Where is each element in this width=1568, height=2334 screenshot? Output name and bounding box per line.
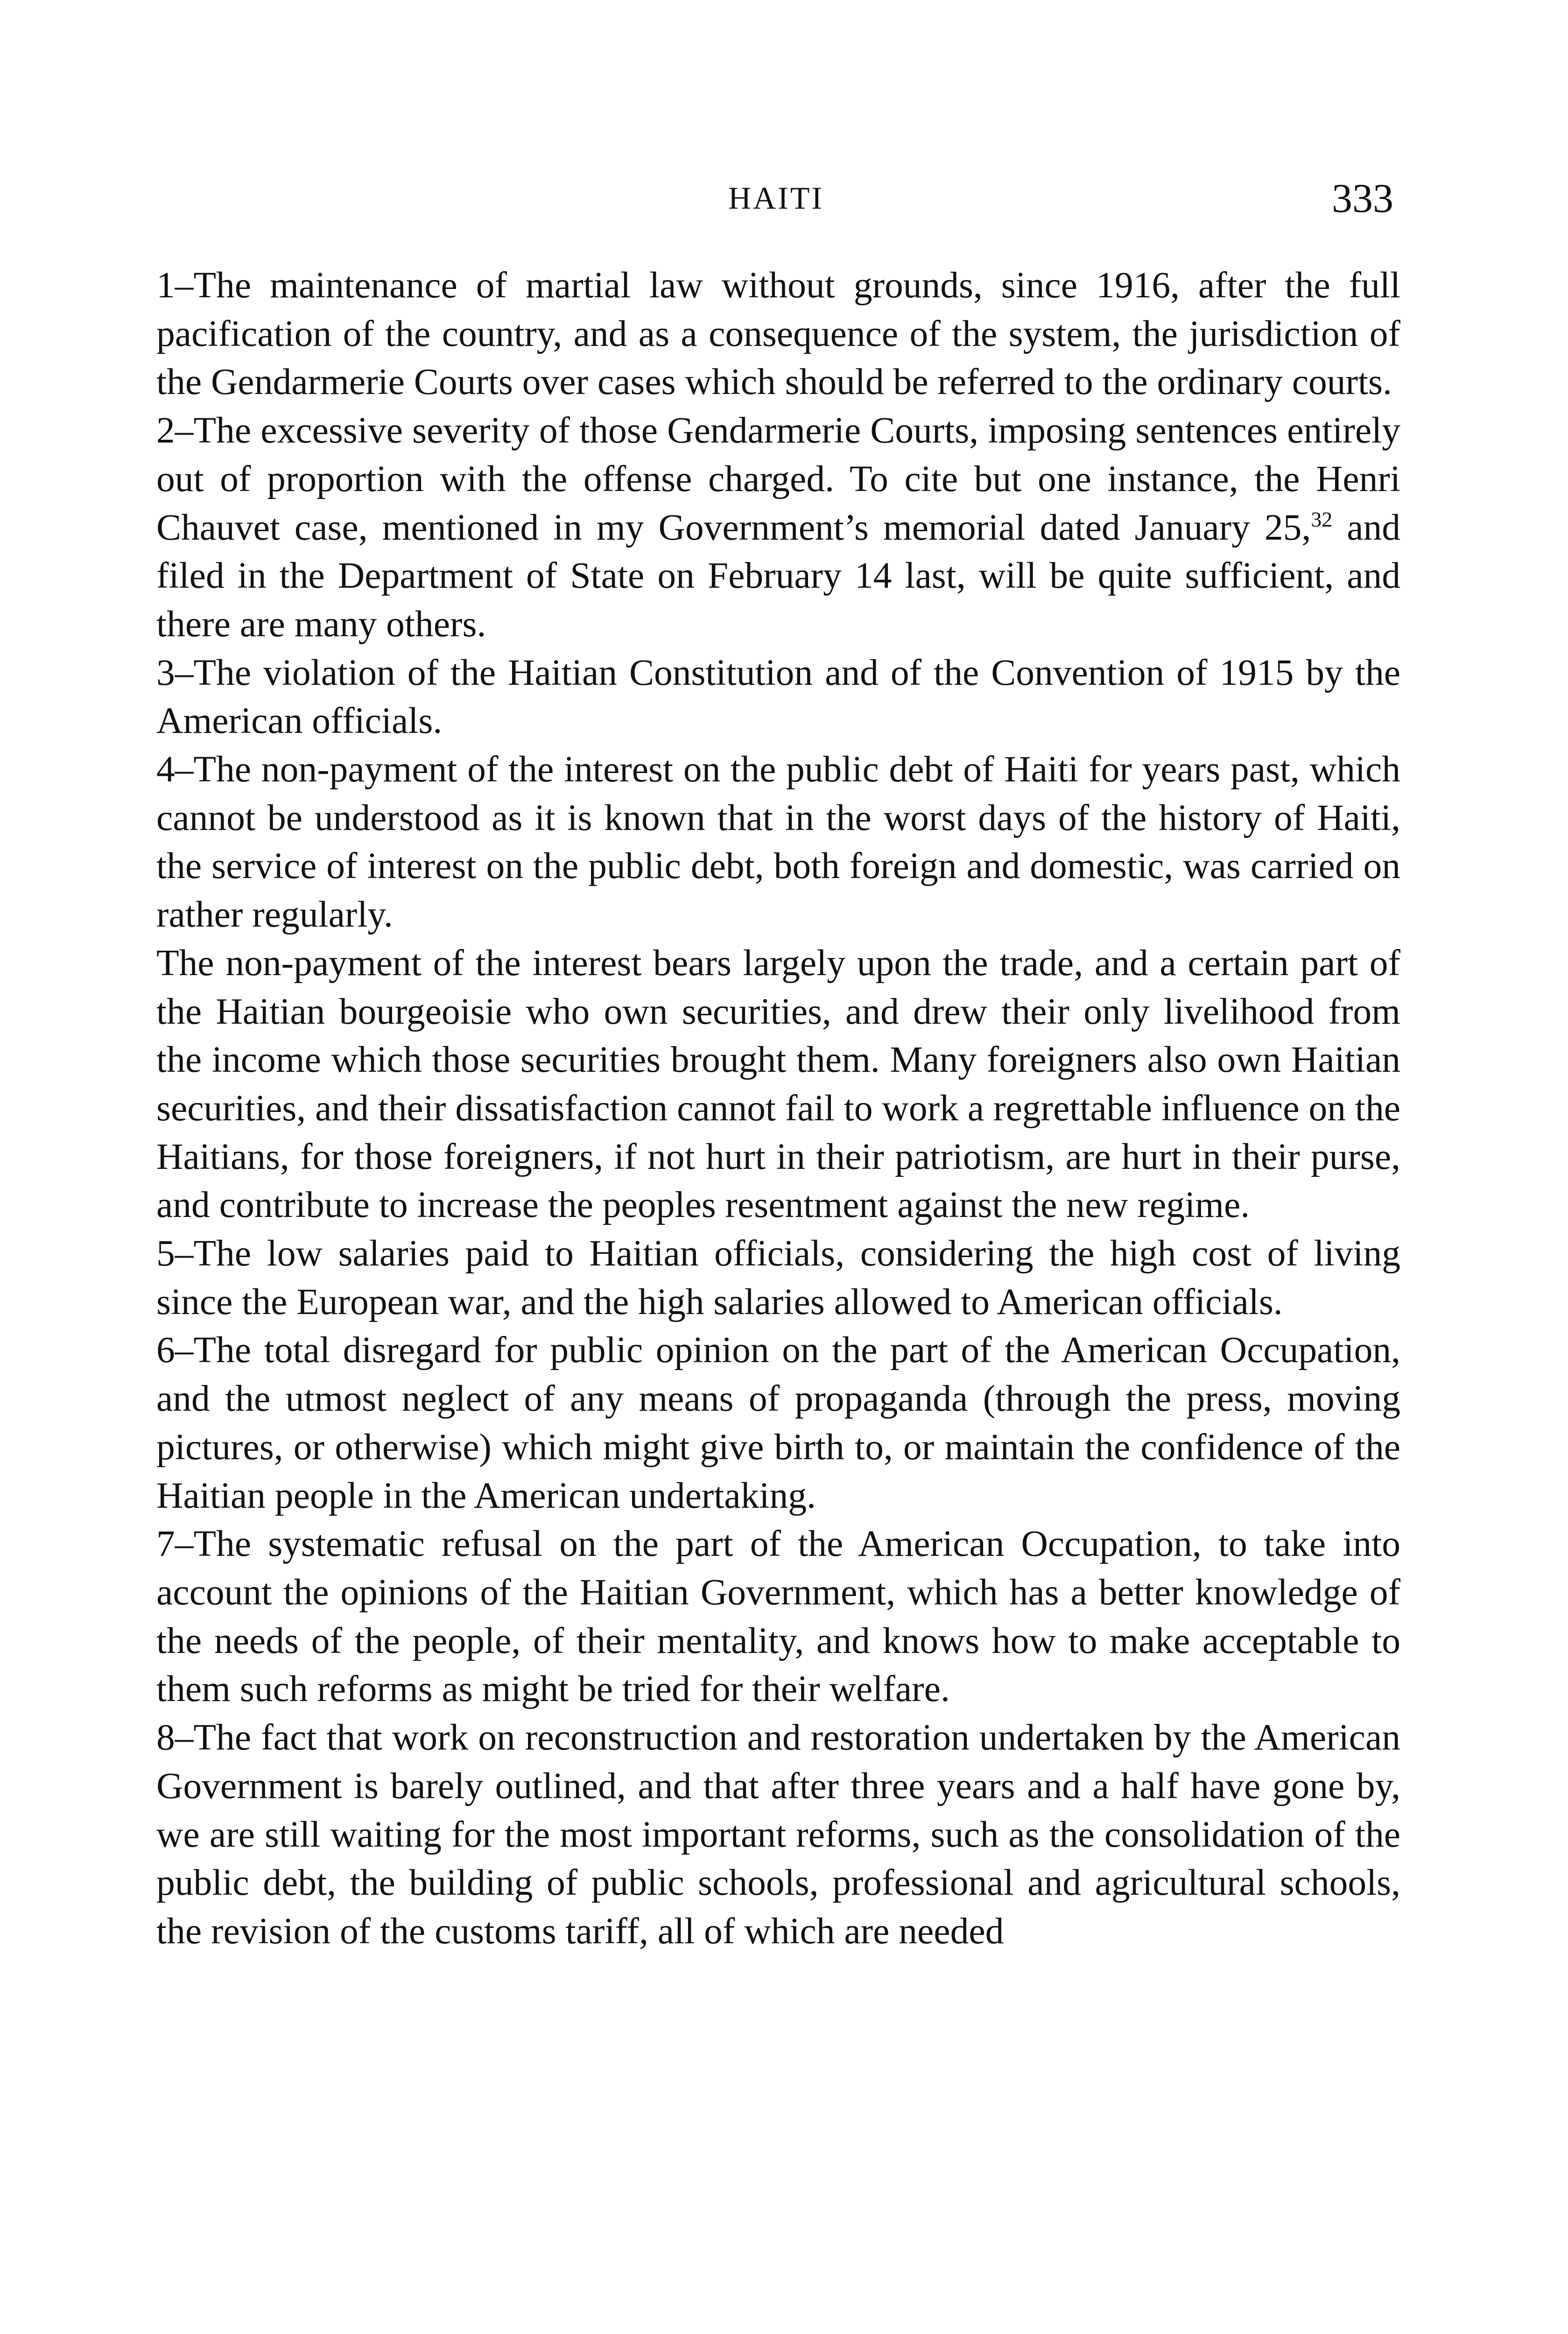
paragraph-1: 1–The maintenance of martial law without grounds, since 1916, after the full pacification of the country, and as a consequence of the system, the jurisdiction of the Gendarmerie Courts over cases which should be referred to the ordinary courts. <box>156 265 1400 403</box>
paragraph-2-part-2: and filed in the Department of State on February 14 last, will be quite sufficient, and there are many others. <box>156 506 1400 645</box>
footnote-reference[interactable]: 32 <box>1311 507 1333 531</box>
running-head <box>159 175 1393 222</box>
paragraph-9: 8–The fact that work on reconstruction and restoration undertaken by the American Government is barely outlined, and that after three years and a half have gone by, we are still waiting for the most important reforms, such as the consolidation of the public debt, the building of public schools, professional and agricultural schools, the revision of the customs tariff, all of which are needed <box>156 1717 1400 1952</box>
paragraph-7: 6–The total disregard for public opinion on the part of the American Occupation, and the utmost neglect of any means of propaganda (through the press, moving pictures, or otherwise) which might give birth to, or maintain the confidence of the Haitian people in the American undertaking. <box>156 1329 1400 1516</box>
paragraph-8: 7–The systematic refusal on the part of the American Occupation, to take into account the opinions of the Haitian Government, which has a better knowledge of the needs of the people, of their mentality, and knows how to make acceptable to them such reforms as might be tried for their welfare. <box>156 1523 1400 1710</box>
paragraph-2 <box>156 407 1400 649</box>
paragraph-2-part-1: 2–The excessive severity of those Gendarmerie Courts, imposing sentences entirely out of proportion with the offense charged. To cite but one instance, the Henri Chauvet case, mentioned in my Government’s memorial dated January 25, <box>156 410 1400 548</box>
running-title: HAITI <box>728 180 824 216</box>
paragraph-4: 4–The non-payment of the interest on the public debt of Haiti for years past, which cannot be understood as it is known that in the worst days of the history of Haiti, the service of interest on the public debt, both foreign and domestic, was carried on rather regularly. <box>156 749 1400 935</box>
paragraph-5: The non-payment of the interest bears largely upon the trade, and a certain part of the Haitian bourgeoisie who own securities, and drew their only livelihood from the income which those securities brought them. Many foreigners also own Haitian securities, and their dissatisfaction cannot fail to work a regrettable influence on the Haitians, for those foreigners, if not hurt in their patriotism, are hurt in their purse, and contribute to increase the peoples resentment against the new regime. <box>156 942 1400 1226</box>
paragraph-3: 3–The violation of the Haitian Constitution and of the Convention of 1915 by the American officials. <box>156 652 1400 742</box>
paragraph-6: 5–The low salaries paid to Haitian officials, considering the high cost of living since the European war, and the high salaries allowed to American officials. <box>156 1233 1400 1322</box>
page-number: 333 <box>1332 176 1393 221</box>
body-text <box>156 261 1400 1956</box>
